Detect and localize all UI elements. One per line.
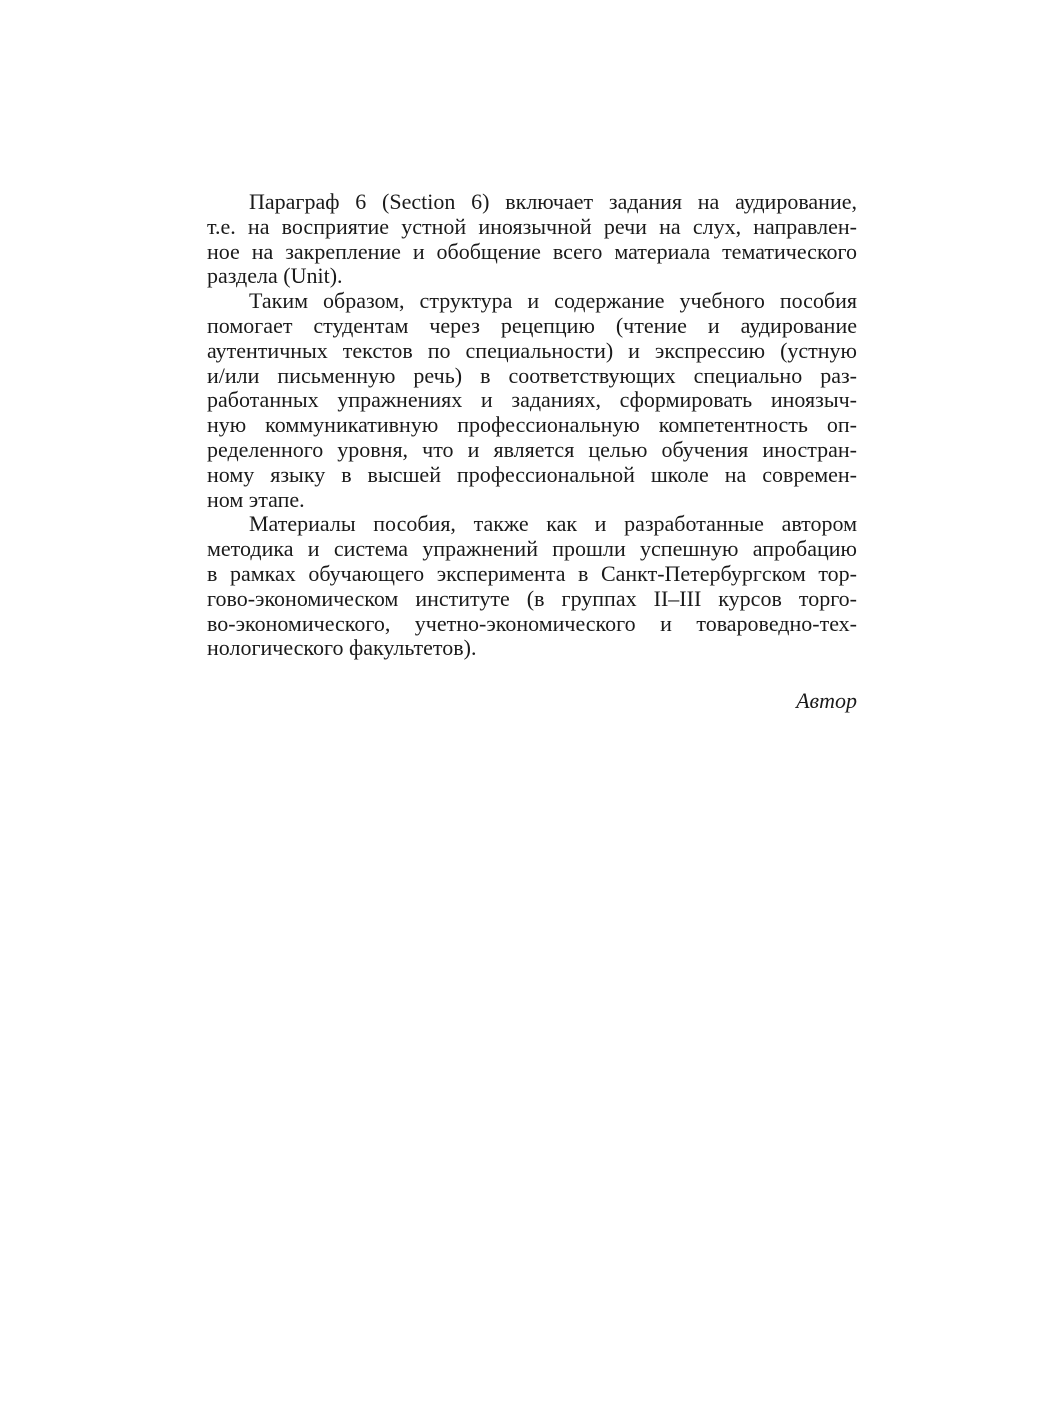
paragraph-3-line-2: методика и система упражнений прошли успешную апробацию xyxy=(207,536,857,562)
paragraph-2-line-5: работанных упражнениях и заданиях, сформировать иноязыч- xyxy=(207,387,857,413)
paragraph-2-line-6: ную коммуникативную профессиональную компетентность оп- xyxy=(207,412,857,438)
paragraph-1-line-3: ное на закрепление и обобщение всего материала тематического xyxy=(207,238,857,264)
paragraph-2-line-2: помогает студентам через рецепцию (чтение и аудирование xyxy=(207,312,857,338)
paragraph-3-line-1: Материалы пособия, также как и разработанные автором xyxy=(249,511,857,537)
paragraph-2-line-4: и/или письменную речь) в соответствующих специально раз- xyxy=(207,362,857,388)
paragraph-3-line-3: в рамках обучающего эксперимента в Санкт-Петербургском тор- xyxy=(207,560,857,586)
paragraph-2-line-7: ределенного уровня, что и является целью обучения иностран- xyxy=(207,436,857,462)
author-signature: Автор xyxy=(796,688,857,713)
paragraph-2-line-9: ном этапе. xyxy=(207,486,305,512)
paragraph-1-line-4: раздела (Unit). xyxy=(207,263,343,289)
paragraph-2-line-1: Таким образом, структура и содержание учебного пособия xyxy=(249,288,857,314)
paragraph-1-line-1: Параграф 6 (Section 6) включает задания на аудирование, xyxy=(249,189,857,214)
paragraph-3-line-5: во-экономического, учетно-экономического и товароведно-тех- xyxy=(207,610,857,636)
body-text xyxy=(207,190,857,661)
paragraph-3-line-6: нологического факультетов). xyxy=(207,635,477,661)
paragraph-3-line-4: гово-экономическом институте (в группах II–III курсов торго- xyxy=(207,585,857,611)
paragraph-2-line-3: аутентичных текстов по специальности) и экспрессию (устную xyxy=(207,337,857,363)
paragraph-2-line-8: ному языку в высшей профессиональной школе на современ- xyxy=(207,461,857,487)
paragraph-1-line-2: т.е. на восприятие устной иноязычной речи на слух, направлен- xyxy=(207,213,857,239)
